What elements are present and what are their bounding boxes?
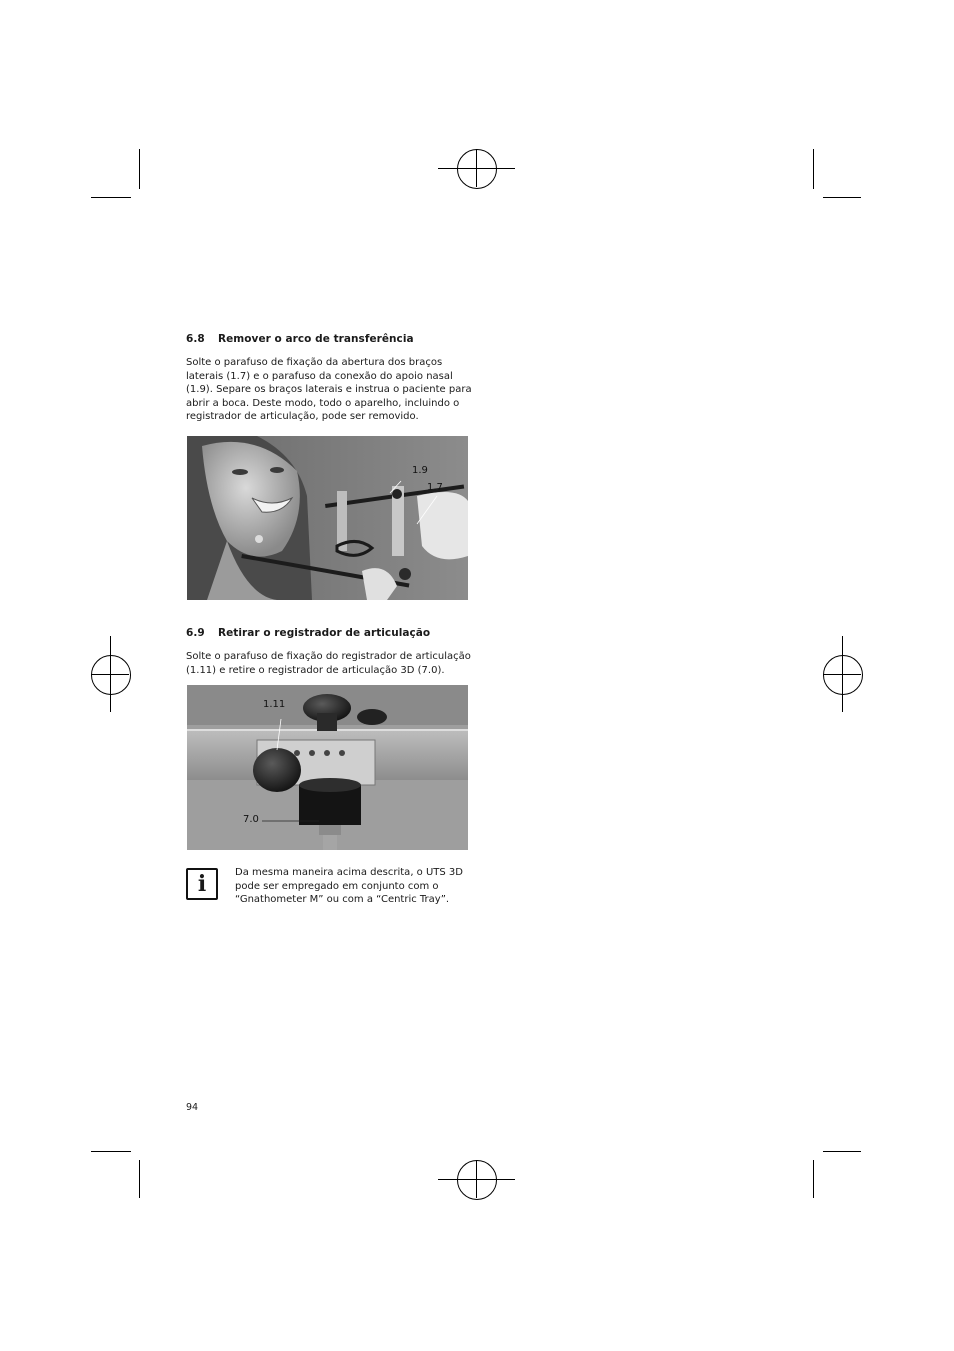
section-number: 6.9: [186, 627, 205, 639]
body-line: Solte o parafuso de fixação da abertura dos braços: [186, 357, 443, 368]
section-number: 6.8: [186, 333, 205, 345]
note-line: “Gnathometer M” ou com a “Centric Tray”.: [235, 894, 450, 906]
body-line: laterais (1.7) e o parafuso da conexão do apoio nasal: [186, 370, 453, 382]
note-line: Da mesma maneira acima descrita, o UTS 3D: [235, 867, 463, 878]
figure-label-1-9: 1.9: [412, 465, 428, 476]
crop-mark-bottom-right-h: [823, 1151, 861, 1152]
section-heading-6-9: [186, 627, 430, 639]
crop-mark-top-right-h: [823, 197, 861, 198]
photo-articulation-recorder: [187, 685, 468, 850]
crop-mark-bottom-left-v: [139, 1160, 140, 1198]
figure-label-1-11: 1.11: [263, 699, 286, 710]
body-line: registrador de articulação, pode ser removido.: [186, 411, 419, 423]
body-line: Solte o parafuso de fixação do registrador de articulação: [186, 651, 471, 662]
body-line: abrir a boca. Deste modo, todo o aparelho, incluindo o: [186, 397, 460, 409]
body-line: (1.11) e retire o registrador de articulação 3D (7.0).: [186, 664, 445, 676]
crop-mark-bottom-right-v: [813, 1160, 814, 1198]
section-6-8-body: [186, 356, 476, 424]
crop-mark-top-left-h: [91, 197, 131, 198]
crop-mark-bottom-left-h: [91, 1151, 131, 1152]
section-title: Remover o arco de transferência: [218, 333, 414, 345]
figure-label-7-0: 7.0: [243, 814, 259, 825]
page-number: 94: [186, 1102, 199, 1113]
section-6-9-body: [186, 650, 476, 677]
body-line: (1.9). Separe os braços laterais e instrua o paciente para: [186, 384, 472, 396]
crop-mark-top-right-v: [813, 149, 814, 189]
section-heading-6-8: [186, 333, 414, 345]
crop-mark-top-left-v: [139, 149, 140, 189]
photo-patient-transfer-bow: [187, 436, 468, 600]
note-line: pode ser empregado em conjunto com o: [235, 880, 439, 892]
info-icon: i: [186, 868, 218, 900]
section-title: Retirar o registrador de articulação: [218, 627, 431, 639]
figure-label-1-7: 1.7: [427, 482, 443, 493]
info-note: [235, 866, 470, 907]
